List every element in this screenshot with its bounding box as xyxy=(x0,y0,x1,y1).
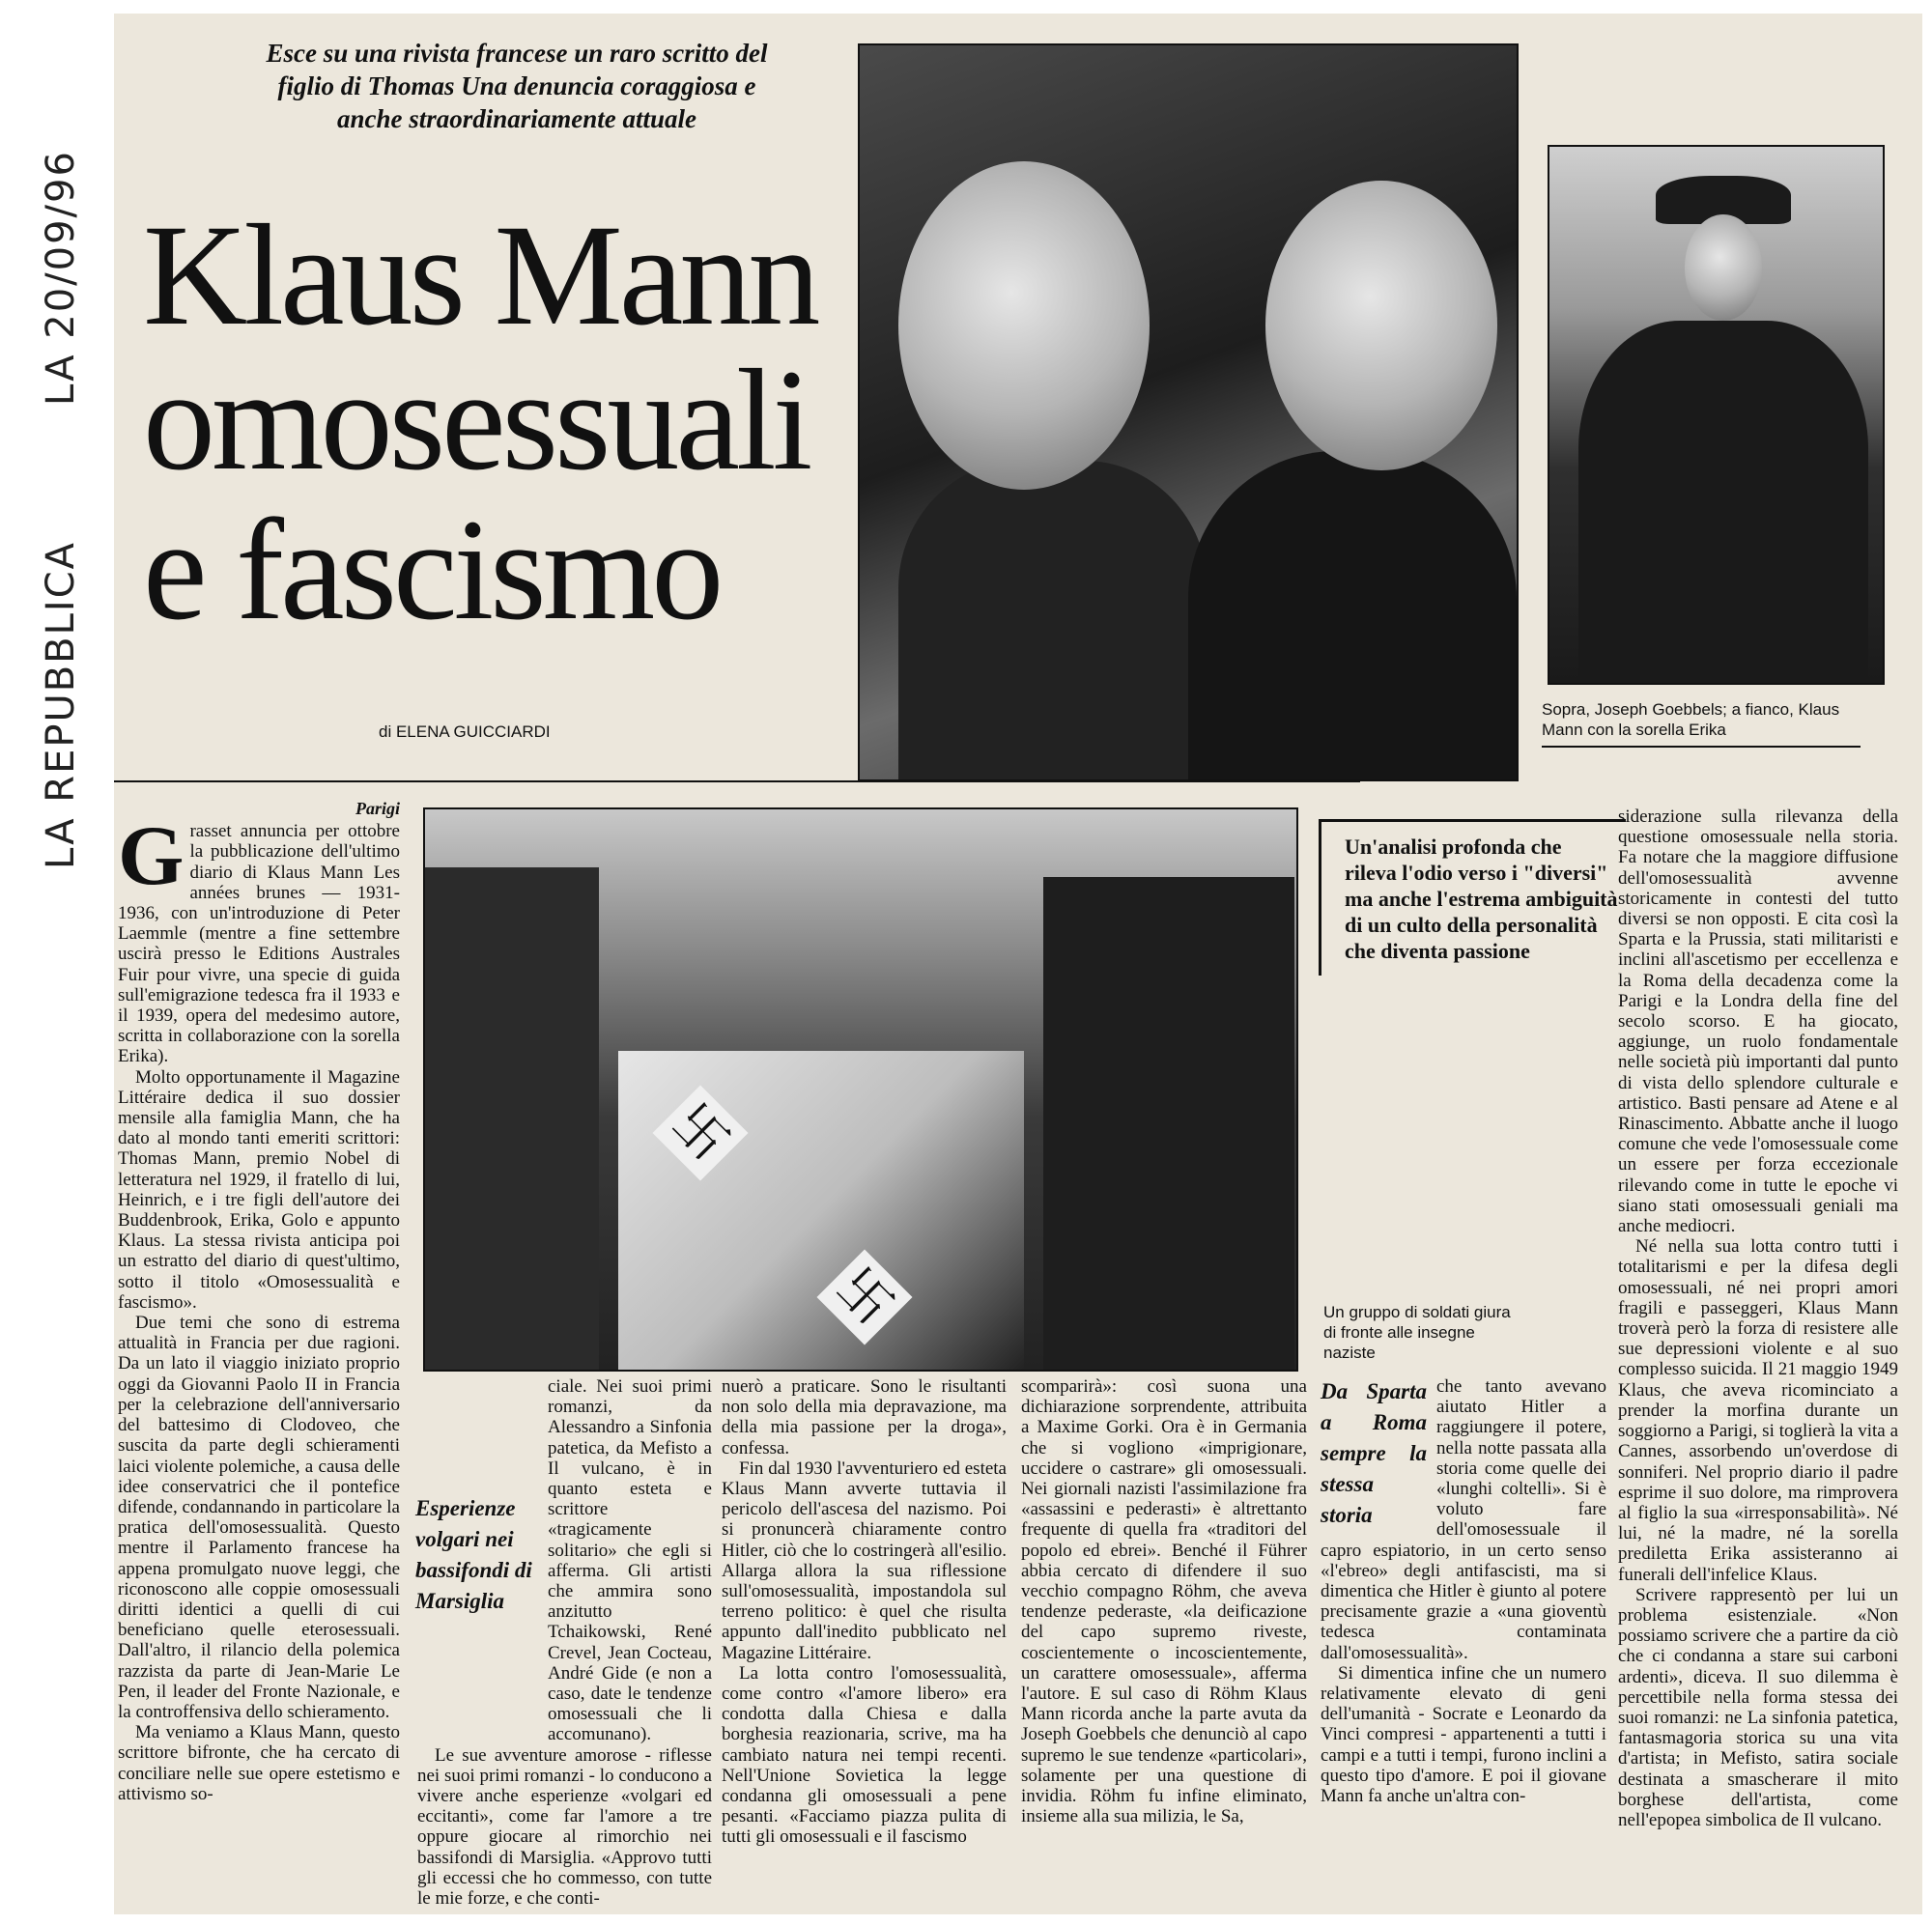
paragraph: Fin dal 1930 l'avventuriero ed esteta Klaus Mann avverte tuttavia il pericolo dell'ascesa del nazismo. Poi si pronuncerà chiaramente contro Hitler, ciò che lo costringerà all'esilio. Allarga allora la sua riflessione sull'omosessualità, impostandola sul terreno politico: è quel che risulta appunto dall'inedito pubblicato nel Magazine Littéraire. xyxy=(722,1458,1007,1663)
photo-face-left xyxy=(898,161,1150,490)
pullquote-marsiglia: Esperienze volgari nei bassifondi di Marsiglia xyxy=(415,1496,532,1613)
headline-line-3: e fascismo xyxy=(143,490,721,650)
article-column-4 xyxy=(1021,1376,1307,1826)
kicker: Esce su una rivista francese un raro scritto del figlio di Thomas Una denuncia coraggiosa e anche straordinariamente attuale xyxy=(266,39,768,133)
article-column-1 xyxy=(118,799,400,1804)
handwritten-date: LA 20/09/96 xyxy=(39,150,83,406)
photo-face-right xyxy=(1265,181,1497,470)
article-column-6 xyxy=(1618,807,1898,1830)
paragraph: che tanto avevano aiutato Hitler a raggiungere il potere, nella notte passata alla storia come quelle dei «lunghi coltelli». Si è voluto fare dell'omosessuale il capro espiatorio, in un certo senso «l'ebreo» degli antifascisti, ma si dimentica che Hitler è giunto al potere precisamente grazie a «una gioventù tedesca contaminata dall'omosessualità». xyxy=(1321,1376,1606,1663)
paragraph: La lotta contro l'omosessualità, come contro «l'amore libero» era condotta dalla Chiesa e dalla borghesia reazionaria, scrive, ma ha cambiato natura nei tempi recenti. Nell'Unione Sovietica la legge condanna gli omosessuali a pene pesanti. «Facciamo piazza pulita di tutti gli omosessuali e il fascismo xyxy=(722,1662,1007,1848)
photo-face-goebbels xyxy=(1685,214,1762,321)
paragraph: Le sue avventure amorose - riflesse nei suoi primi romanzi - lo conducono a vivere anche esperienze «volgari ed eccitanti», come far l'amore a tre oppure giocare al rimorchio nei bassifondi di Marsiglia. «Approvo tutti gli eccessi che ho commesso, con tutte le mie forze, e che conti- xyxy=(417,1744,712,1910)
paragraph: ciale. Nei suoi primi romanzi, da Alessandro a Sinfonia patetica, da Mefisto a Il vulcano, è in quanto esteta e scrittore «tragicamente solitario» che egli si afferma. Gli artisti che ammira sono anzitutto Tchaikowski, René Crevel, Jean Cocteau, André Gide (e non a caso, date le tendenze omosessuali che li accomunano). xyxy=(548,1376,712,1745)
article-column-3 xyxy=(722,1376,1007,1848)
paragraph: Scrivere rappresentò per lui un problema esistenziale. «Non possiamo scrivere che a partire da ciò che ci condanna a stare sui carboni ardenti», diceva. Il suo dilemma è percettibile nella forma stessa dei suoi romanzi: ne La sinfonia patetica, fantasmagoria storica su una vita d'artista; in Mefisto, satira sociale destinata a smascherare il mito borghese dell'artista, come nell'epopea simbolica de Il vulcano. xyxy=(1618,1584,1898,1830)
photo-soldiers-oath xyxy=(423,807,1298,1372)
drop-cap: G xyxy=(118,809,185,904)
photo-figure-right xyxy=(1188,451,1517,779)
pullquote-main: Un'analisi profonda che rileva l'odio verso i "diversi" ma anche l'estrema ambiguità di un culto della personalità che diventa passione xyxy=(1319,819,1626,976)
pullquote-sparta: Da Sparta a Roma sempre la stessa storia xyxy=(1321,1379,1427,1527)
paragraph: rasset annuncia per ottobre la pubblicazione dell'ultimo diario di Klaus Mann Les années brunes — 1931-1936, con un'introduzione di Peter Laemmle (mentre a fine settembre uscirà presso le Editions Australes Fuir pour vivre, una specie di guida sull'emigrazione tedesca fra il 1933 e il 1939, opera del medesimo autore, scritta in collaborazione con la sorella Erika). xyxy=(118,821,400,1067)
photo-soldier-right xyxy=(1043,877,1294,1370)
photo-flag xyxy=(618,1051,1024,1370)
handwritten-publication: LA REPUBBLICA xyxy=(39,540,83,869)
paragraph: scomparirà»: così suona una dichiarazione sorprendente, attribuita a Maxime Gorki. Ora è in Germania che si vogliono «imprigionare, uccidere o castrare» gli omosessuali. Nei giornali nazisti l'assimilazione fra «assassini e pederasti» è altrettanto frequente di quella fra «traditori del popolo ed ebrei». Benché il Führer abbia cercato di difendere il suo vecchio compagno Röhm, che aveva tendenze pederaste, «la deificazione del capo supremo riveste, coscientemente o incoscientemente, un carattere omosessuale», afferma l'autore. E sul caso di Röhm Klaus Mann ricorda anche la parte avuta da Joseph Goebbels che denunciò al capo supremo le sue tendenze «particolari», solamente per una questione di invidia. Röhm fu infine eliminato, insieme alla sua milizia, le Sa, xyxy=(1021,1376,1307,1827)
paragraph: siderazione sulla rilevanza della questione omosessuale nella storia. Fa notare che la maggiore diffusione dell'omosessualità avvenne storicamente in contesti del tutto diversi se non opposti. E cita così la Sparta e la Prussia, stati militaristi e inclini all'ascetismo per eccellenza e la Roma della decadenza come la Parigi e la Londra della fine del secolo scorso. E ha giocato, aggiunge, un ruolo fondamentale nelle società più importanti dal punto di vista dello splendore culturale e artistico. Basti pensare ad Atene e al Rinascimento. Abbatte anche il luogo comune che vede l'omosessuale come un essere per forza eccezionale rilevando come in tutte le epoche vi siano stati omosessuali geniali ma anche mediocri. xyxy=(1618,807,1898,1237)
headline-line-1: Klaus Mann xyxy=(143,195,817,355)
byline: di ELENA GUICCIARDI xyxy=(379,722,551,741)
section-rule xyxy=(114,780,1360,782)
headline-line-2: omosessuali xyxy=(143,340,810,500)
swastika-mark-2: 卐 xyxy=(817,1250,913,1345)
paragraph: Due temi che sono di estrema attualità in Francia per due ragioni. Da un lato il viaggio iniziato proprio oggi da Giovanni Paolo II in Francia per la celebrazione dell'anniversario del battesimo di Clodoveo, che suscita da parte degli schieramenti laici violente polemiche, a causa delle idee conservatrici che il pontefice difende, condannando in particolare la pratica dell'omosessualità. Questo mentre il Parlamento francese ha appena promulgato nuove leggi, che riconoscono alle coppie omosessuali diritti identici a quelli di cui beneficiano quelle eterosessuali. Dall'altro, il rilancio della polemica razzista da parte di Jean-Marie Le Pen, il leader del Fronte Nazionale, e la controffensiva dello schieramento. xyxy=(118,1313,400,1722)
photo-joseph-goebbels xyxy=(1548,145,1885,685)
headline xyxy=(143,195,877,650)
paragraph: Né nella sua lotta contro tutti i totalitarismi e per la difesa degli omosessuali, né nei propri amori fragili e passeggeri, Klaus Mann troverà però la forza di resistere alle sue depressioni violente e al suo complesso suicida. Il 21 maggio 1949 Klaus, che aveva ricominciato a prender la morfina durante un soggiorno a Parigi, si toglierà la vita a Cannes, assorbendo un'overdose di sonniferi. Nel proprio diario il padre esprime il suo dolore, ma rimprovera al figlio la sua «irresponsabilità». Né lui, né la madre, né la sorella prediletta Erika assisteranno ai funerali dell'infelice Klaus. xyxy=(1618,1236,1898,1585)
dateline: Parigi xyxy=(355,799,400,818)
article-column-2 xyxy=(417,1376,712,1909)
photo-coat-goebbels xyxy=(1578,321,1868,685)
caption-soldiers: Un gruppo di soldati giura di fronte alle insegne naziste xyxy=(1323,1303,1511,1362)
photo-figure-left xyxy=(898,461,1208,779)
paragraph: Molto opportunamente il Magazine Littéraire dedica il suo dossier mensile alla famiglia Mann, che ha dato al mondo tanti emeriti scrittori: Thomas Mann, premio Nobel di letteratura nel 1929, il fratello di lui, Heinrich, e i tre figli dell'autore dei Buddenbrook, Erika, Golo e appunto Klaus. La stessa rivista anticipa poi un estratto del diario di quest'ultimo, sotto il titolo «Omosessualità e fascismo». xyxy=(118,1066,400,1313)
caption-top-photos: Sopra, Joseph Goebbels; a fianco, Klaus Mann con la sorella Erika xyxy=(1542,699,1861,748)
paragraph: Si dimentica infine che un numero relativamente elevato di geni dell'umanità - Socrate e Leonardo da Vinci compresi - appartenenti a tutti i campi e a tutti i tempi, furono inclini a questo tipo d'amore. E poi il giovane Mann fa anche un'altra con- xyxy=(1321,1662,1606,1807)
swastika-mark-1: 卐 xyxy=(653,1086,749,1181)
paragraph: Ma veniamo a Klaus Mann, questo scrittore bifronte, che ha cercato di conciliare nelle sue opere estetismo e attivismo so- xyxy=(118,1722,400,1804)
paragraph: nuerò a praticare. Sono le risultanti non solo della mia depravazione, ma della mia passione per la droga», confessa. xyxy=(722,1376,1007,1458)
photo-klaus-and-erika-mann xyxy=(858,43,1519,781)
photo-soldier-left xyxy=(425,867,599,1370)
article-column-5 xyxy=(1321,1376,1606,1806)
